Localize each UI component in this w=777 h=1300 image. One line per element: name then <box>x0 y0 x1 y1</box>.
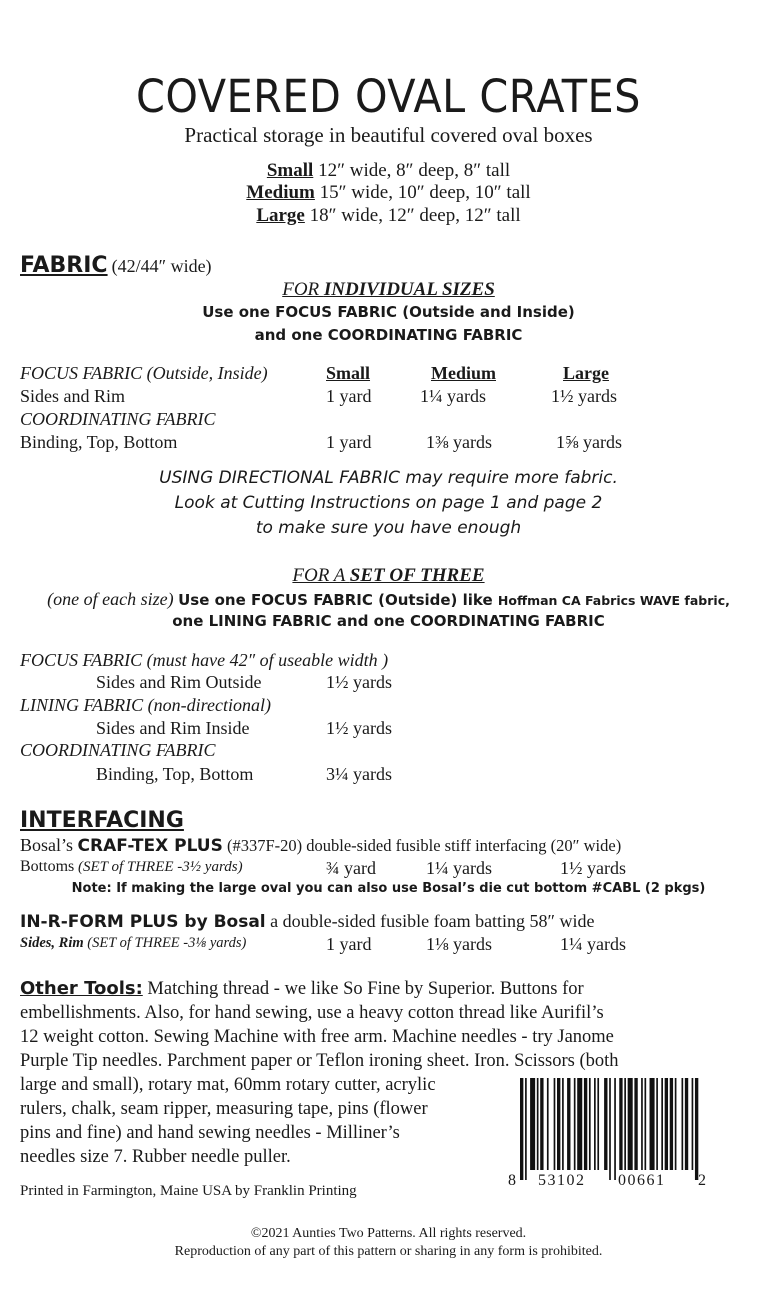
other-tools-line: large and small), rotary mat, 60mm rotary cutter, acrylic <box>20 1075 436 1095</box>
sides-large: 1¼ yards <box>560 934 626 954</box>
other-tools-line: embellishments. Also, for hand sewing, use a heavy cotton thread like Aurifil’s <box>20 1003 604 1023</box>
barcode-bar <box>540 1078 543 1170</box>
barcode-bar <box>594 1078 596 1170</box>
table-col-large: Large <box>563 363 609 383</box>
barcode-bar <box>661 1078 663 1170</box>
inrform-line <box>20 911 595 932</box>
size-line-large <box>0 205 777 227</box>
footer-reproduction: Reproduction of any part of this pattern or sharing in any form is prohibited. <box>174 1244 603 1259</box>
sides-label: Sides, Rim <box>20 935 84 951</box>
other-tools-line: rulers, chalk, seam ripper, measuring tape, pins (flower <box>20 1099 428 1119</box>
craftex-name: CRAF-TEX PLUS <box>77 836 223 856</box>
craftex-desc: (#337F-20) double-sided fusible stiff interfacing (20″ wide) <box>222 836 622 855</box>
sides-note: (SET of THREE -3⅛ yards) <box>83 935 247 951</box>
barcode-bar <box>675 1078 677 1170</box>
other-tools-text: Matching thread - we like So Fine by Superior. Buttons for <box>142 979 584 999</box>
set-lining-amount: 1½ yards <box>326 718 392 738</box>
size-desc: 18″ wide, 12″ deep, 12″ tall <box>309 205 521 226</box>
coord-label: COORDINATING FABRIC <box>20 409 216 429</box>
set-line-1 <box>0 589 777 610</box>
heading-prefix: FOR A <box>292 565 350 586</box>
barcode-bar <box>624 1078 626 1170</box>
other-tools-line: 12 weight cotton. Sewing Machine with free arm. Machine needles - try Janome <box>20 1027 614 1047</box>
barcode-group-1: 53102 <box>538 1172 586 1189</box>
page-title: COVERED OVAL CRATES <box>136 70 641 123</box>
row2-medium: 1⅜ yards <box>426 432 492 452</box>
barcode-bar <box>574 1078 576 1170</box>
set-line-2: one LINING FABRIC and one COORDINATING FABRIC <box>172 612 605 630</box>
page-subtitle: Practical storage in beautiful covered oval boxes <box>184 123 593 147</box>
size-name: Large <box>256 205 305 226</box>
barcode-bar <box>554 1078 556 1170</box>
interfacing-note: Note: If making the large oval you can also use Bosal’s die cut bottom #CABL (2 pkgs) <box>71 881 706 896</box>
printed-in: Printed in Farmington, Maine USA by Franklin Printing <box>20 1183 357 1199</box>
barcode-bar <box>520 1078 523 1180</box>
bottoms-row <box>20 858 243 876</box>
size-name: Small <box>266 160 314 181</box>
heading-prefix: FOR <box>282 279 324 300</box>
barcode-bar <box>641 1078 643 1170</box>
size-desc: 12″ wide, 8″ deep, 8″ tall <box>318 160 511 181</box>
set-lining-label: LINING FABRIC (non-directional) <box>20 695 271 715</box>
barcode-bar <box>682 1078 684 1170</box>
sides-row <box>20 935 246 952</box>
fabric-heading-row <box>20 253 212 278</box>
barcode-bar <box>650 1078 655 1170</box>
barcode-bar <box>604 1078 607 1170</box>
barcode-group-2: 00661 <box>618 1172 666 1189</box>
row1-small: 1 yard <box>326 386 372 406</box>
size-desc: 15″ wide, 10″ deep, 10″ tall <box>319 182 531 203</box>
set-focus-row: Sides and Rim Outside <box>96 672 262 692</box>
inrform-name: IN-R-FORM PLUS by Bosal <box>20 912 266 932</box>
barcode-bar <box>670 1078 673 1170</box>
set-coord-amount: 3¼ yards <box>326 764 392 784</box>
barcode-left-digit: 8 <box>508 1172 516 1189</box>
set-line-1-bold: Use one FOCUS FABRIC (Outside) like <box>178 591 498 609</box>
size-line-small <box>0 160 777 182</box>
barcode-bar <box>525 1078 527 1180</box>
barcode-bar <box>597 1078 599 1170</box>
individual-sizes-heading <box>0 279 777 301</box>
barcode-bar <box>614 1078 616 1180</box>
individual-line-2: and one COORDINATING FABRIC <box>254 326 523 344</box>
set-of-three-heading <box>0 565 777 587</box>
barcode <box>508 1078 706 1198</box>
barcode-bar <box>695 1078 698 1180</box>
other-tools-line: needles size 7. Rubber needle puller. <box>20 1147 291 1167</box>
set-coord-row: Binding, Top, Bottom <box>96 764 254 784</box>
bottoms-label: Bottoms <box>20 858 75 875</box>
set-focus-amount: 1½ yards <box>326 672 392 692</box>
barcode-bar <box>589 1078 591 1170</box>
craftex-line <box>20 835 621 856</box>
fabric-width-note: (42/44″ wide) <box>111 256 212 276</box>
table-col-small: Small <box>326 363 371 383</box>
row2-label: Binding, Top, Bottom <box>20 432 178 452</box>
barcode-bar <box>628 1078 633 1170</box>
barcode-bar <box>567 1078 570 1170</box>
barcode-right-digit: 2 <box>698 1172 706 1189</box>
row2-large: 1⅝ yards <box>556 432 622 452</box>
barcode-bar <box>537 1078 539 1170</box>
barcode-bar <box>634 1078 637 1170</box>
barcode-bar <box>530 1078 535 1170</box>
individual-line-1: Use one FOCUS FABRIC (Outside and Inside) <box>202 303 575 321</box>
other-tools-line: pins and fine) and hand sewing needles - Milliner’s <box>20 1123 400 1143</box>
interfacing-heading: INTERFACING <box>20 808 184 833</box>
barcode-bar <box>656 1078 658 1170</box>
row2-small: 1 yard <box>326 432 372 452</box>
directional-note-1: USING DIRECTIONAL FABRIC may require more fabric. <box>159 468 618 488</box>
barcode-bar <box>557 1078 560 1170</box>
bottoms-medium: 1¼ yards <box>426 858 492 878</box>
barcode-bar <box>562 1078 564 1170</box>
footer-copyright: ©2021 Aunties Two Patterns. All rights reserved. <box>250 1226 527 1241</box>
bottoms-note: (SET of THREE -3½ yards) <box>74 859 243 875</box>
barcode-bar <box>584 1078 587 1170</box>
sides-medium: 1⅛ yards <box>426 934 492 954</box>
heading-main: INDIVIDUAL SIZES <box>323 279 495 300</box>
set-coord-label: COORDINATING FABRIC <box>20 740 216 760</box>
set-line-1-italic: (one of each size) <box>47 589 179 609</box>
barcode-bar <box>665 1078 668 1170</box>
other-tools-line <box>20 977 720 1001</box>
barcode-bar <box>619 1078 622 1170</box>
directional-note-2: Look at Cutting Instructions on page 1 and page 2 <box>174 493 603 513</box>
row1-large: 1½ yards <box>551 386 617 406</box>
barcode-bar <box>685 1078 688 1170</box>
fabric-heading: FABRIC <box>20 253 108 278</box>
size-line-medium <box>0 182 777 204</box>
directional-note-3: to make sure you have enough <box>255 518 522 538</box>
other-tools-heading: Other Tools: <box>20 978 143 999</box>
barcode-bar <box>692 1078 694 1170</box>
other-tools-line: Purple Tip needles. Parchment paper or Teflon ironing sheet. Iron. Scissors (both <box>20 1051 619 1071</box>
table-col-medium: Medium <box>431 363 496 383</box>
set-line-1-small: Hoffman CA Fabrics WAVE fabric, <box>497 593 730 608</box>
size-name: Medium <box>246 182 315 203</box>
bottoms-large: 1½ yards <box>560 858 626 878</box>
row1-label: Sides and Rim <box>20 386 126 406</box>
inrform-desc: a double-sided fusible foam batting 58″ wide <box>265 911 595 931</box>
set-focus-label: FOCUS FABRIC (must have 42″ of useable width ) <box>20 650 389 670</box>
barcode-bar <box>644 1078 646 1170</box>
barcode-bar <box>609 1078 611 1180</box>
sides-small: 1 yard <box>326 934 372 954</box>
barcode-bar <box>547 1078 549 1170</box>
heading-main: SET OF THREE <box>349 565 485 586</box>
craftex-prefix: Bosal’s <box>20 835 78 855</box>
table-col-label: FOCUS FABRIC (Outside, Inside) <box>20 363 268 383</box>
barcode-bar <box>577 1078 582 1170</box>
row1-medium: 1¼ yards <box>420 386 486 406</box>
bottoms-small: ¾ yard <box>326 858 376 878</box>
barcode-bars <box>520 1078 700 1180</box>
set-lining-row: Sides and Rim Inside <box>96 718 250 738</box>
